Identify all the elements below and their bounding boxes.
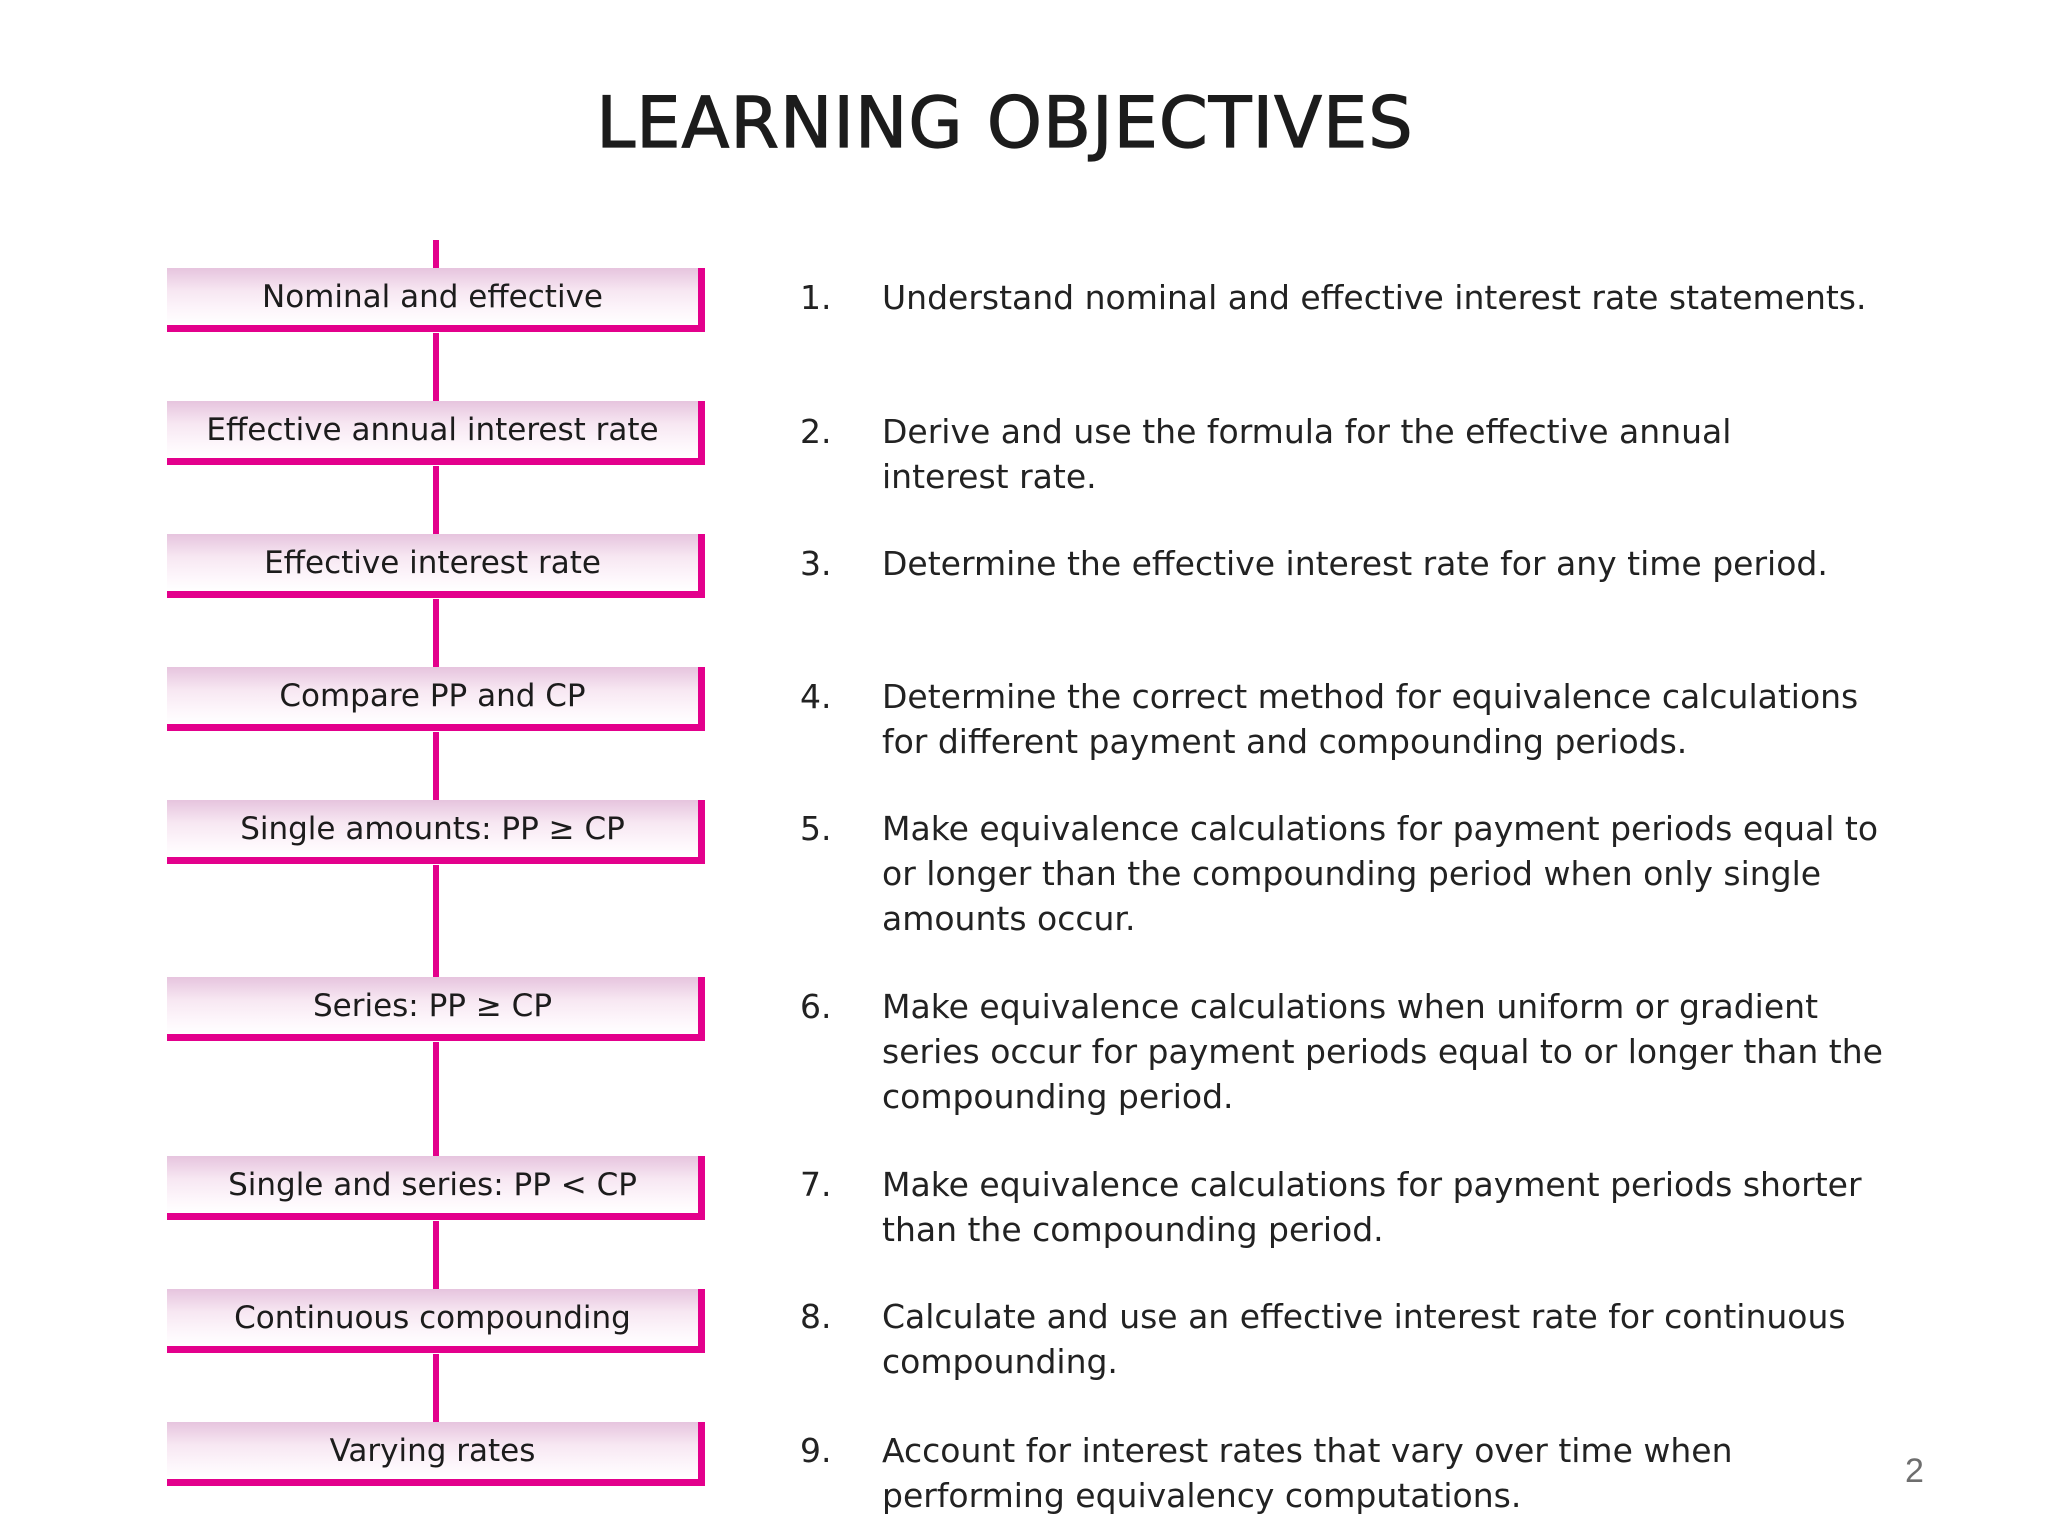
flow-connector bbox=[433, 1354, 439, 1422]
flow-step-effective-annual-interest-rate: Effective annual interest rate bbox=[167, 401, 705, 465]
flow-step-varying-rates: Varying rates bbox=[167, 1422, 705, 1486]
objective-number: 9. bbox=[800, 1431, 832, 1470]
flow-connector bbox=[433, 240, 439, 268]
objective-number: 2. bbox=[800, 412, 832, 451]
flow-step-series: Series: PP ≥ CP bbox=[167, 977, 705, 1041]
objective-text: Derive and use the formula for the effective annual interest rate. bbox=[882, 412, 1732, 496]
flow-step-effective-interest-rate: Effective interest rate bbox=[167, 534, 705, 598]
flow-connector bbox=[433, 1042, 439, 1156]
flow-step-single-amounts: Single amounts: PP ≥ CP bbox=[167, 800, 705, 864]
objective-number: 4. bbox=[800, 677, 832, 716]
objective-number: 3. bbox=[800, 544, 832, 583]
slide-title: LEARNING OBJECTIVES bbox=[596, 82, 1414, 164]
flow-connector bbox=[433, 599, 439, 667]
flow-step-compare-pp-and-cp: Compare PP and CP bbox=[167, 667, 705, 731]
objective-text: Calculate and use an effective interest rate for continuous compounding. bbox=[882, 1297, 1846, 1381]
page-number: 2 bbox=[1905, 1452, 1924, 1490]
flow-connector bbox=[433, 333, 439, 401]
objective-text: Make equivalence calculations for payment periods equal to or longer than the compounding period when only single amounts occur. bbox=[882, 809, 1879, 938]
flow-connector bbox=[433, 732, 439, 800]
objective-number: 6. bbox=[800, 987, 832, 1026]
flow-connector bbox=[433, 466, 439, 534]
flow-step-single-and-series: Single and series: PP < CP bbox=[167, 1156, 705, 1220]
objective-number: 7. bbox=[800, 1165, 832, 1204]
objective-text: Account for interest rates that vary over time when performing equivalency computations. bbox=[882, 1431, 1733, 1515]
flow-connector bbox=[433, 1221, 439, 1289]
flow-step-continuous-compounding: Continuous compounding bbox=[167, 1289, 705, 1353]
objective-number: 5. bbox=[800, 809, 832, 848]
flow-connector bbox=[433, 865, 439, 977]
objective-text: Make equivalence calculations when uniform or gradient series occur for payment periods equal to or longer than the compounding period. bbox=[882, 987, 1883, 1116]
objective-text: Determine the correct method for equivalence calculations for different payment and compounding periods. bbox=[882, 677, 1859, 761]
objective-text: Determine the effective interest rate for any time period. bbox=[882, 544, 1828, 583]
objective-number: 1. bbox=[800, 278, 832, 317]
objective-number: 8. bbox=[800, 1297, 832, 1336]
objective-text: Make equivalence calculations for payment periods shorter than the compounding period. bbox=[882, 1165, 1862, 1249]
objective-text: Understand nominal and effective interest rate statements. bbox=[882, 278, 1867, 317]
flow-step-nominal-and-effective: Nominal and effective bbox=[167, 268, 705, 332]
